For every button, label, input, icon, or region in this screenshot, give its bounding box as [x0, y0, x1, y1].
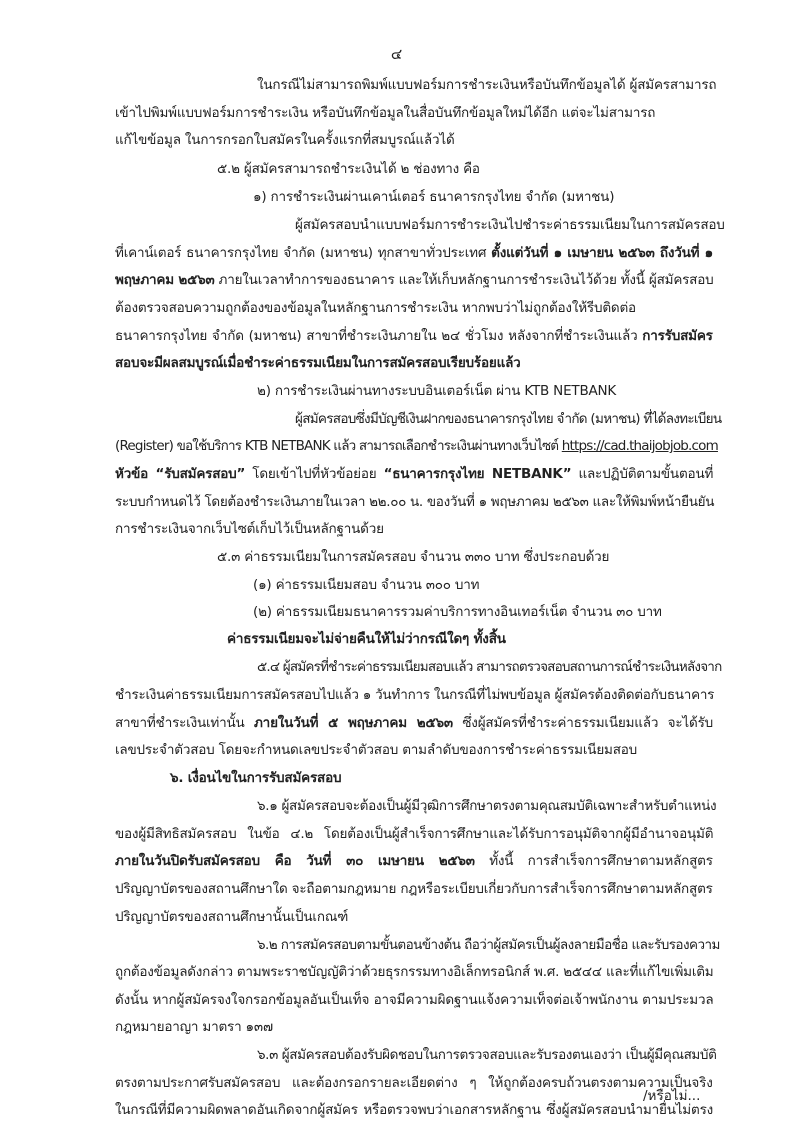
text-line	[115, 907, 348, 927]
text-segment: ตั้งแต่วันที่ ๑ เมษายน ๒๕๖๓ ถึงวันที่ ๑	[491, 245, 714, 261]
text-segment: ๖.๑ ผู้สมัครสอบจะต้องเป็นผู้มีวุฒิการศึกษาตรงตามคุณสมบัติเฉพาะสำหรับตำแหน่ง	[257, 798, 717, 814]
text-segment: ระบบกำหนดไว้ โดยต้องชำระเงินภายในเวลา ๒๒.๐๐ น. ของวันที่ ๑ พฤษภาคม ๒๕๖๓ และให้พิมพ์หน้ายืนยัน	[115, 494, 715, 510]
text-line	[227, 629, 506, 649]
text-line	[115, 990, 713, 1010]
text-line	[115, 243, 713, 263]
text-line	[115, 353, 521, 373]
text-line	[115, 685, 714, 705]
text-line	[257, 935, 720, 955]
text-line	[253, 187, 614, 207]
text-segment: ถูกต้องข้อมูลดังกล่าว ตามพระราชบัญญัติว่าด้วยธุรกรรมทางอิเล็กทรอนิกส์ พ.ศ. ๒๕๔๔ และที่แก้ไขเพิ่มเติม	[115, 964, 714, 980]
text-line	[257, 381, 616, 401]
text-segment: ในกรณีไม่สามารถพิมพ์แบบฟอร์มการชำระเงินหรือบันทึกข้อมูลได้ ผู้สมัครสามารถ	[257, 77, 717, 93]
text-line	[217, 159, 480, 179]
text-segment: แก้ไขข้อมูล ในการกรอกใบสมัครในครั้งแรกที่สมบูรณ์แล้วได้	[115, 132, 455, 148]
text-line	[115, 879, 713, 899]
text-segment: สอบจะมีผลสมบูรณ์เมื่อชำระค่าธรรมเนียมในการสมัครสอบเรียบร้อยแล้ว	[115, 355, 521, 371]
text-line	[115, 436, 718, 456]
text-line	[115, 1100, 713, 1120]
text-line	[115, 464, 713, 484]
text-segment: ตรงตามประกาศรับสมัครสอบ และต้องกรอกรายละเอียดต่าง ๆ ให้ถูกต้องครบถ้วนตรงตามความเป็นจริง	[115, 1075, 713, 1091]
page-number: ๔	[390, 45, 403, 63]
text-segment: ทั้งนี้ การสำเร็จการศึกษาตามหลักสูตร	[474, 853, 713, 869]
continuation-marker: /หรือไม่...	[643, 1088, 701, 1104]
text-segment: ปริญญาบัตรของสถานศึกษานั้นเป็นเกณฑ์	[115, 909, 349, 925]
text-segment: ผู้สมัครสอบนำแบบฟอร์มการชำระเงินไปชำระค่าธรรมเนียมในการสมัครสอบ	[295, 217, 725, 233]
text-segment: ธนาคารกรุงไทย จำกัด (มหาชน) สาขาที่ชำระเงินภายใน ๒๔ ชั่วโมง หลังจากที่ชำระเงินแล้ว	[115, 328, 643, 344]
text-line	[115, 130, 455, 150]
text-segment: สาขาที่ชำระเงินเท่านั้น	[115, 715, 254, 731]
text-segment: เลขประจำตัวสอบ โดยจะกำหนดเลขประจำตัวสอบ ตามลำดับของการชำระค่าธรรมเนียมสอบ	[115, 742, 638, 758]
text-segment: (Register) ขอใช้บริการ KTB NETBANK แล้ว สามารถเลือกชำระเงินผ่านทางเว็บไซต์	[115, 438, 562, 454]
text-line	[115, 740, 637, 760]
text-segment: การรับสมัคร	[642, 328, 713, 344]
text-line	[115, 103, 655, 123]
text-line	[115, 298, 636, 318]
text-line	[115, 1017, 273, 1037]
text-segment: พฤษภาคม ๒๕๖๓	[115, 272, 215, 288]
text-line	[253, 602, 662, 622]
text-segment: ค่าธรรมเนียมจะไม่จ่ายคืนให้ไม่ว่ากรณีใดๆ ทั้งสิ้น	[227, 631, 506, 647]
text-segment: และปฏิบัติตามขั้นตอนที่	[571, 466, 714, 482]
text-segment: โดยเข้าไปที่หัวข้อย่อย	[245, 466, 384, 482]
text-line	[115, 519, 384, 539]
text-segment: ๖.๓ ผู้สมัครสอบต้องรับผิดชอบในการตรวจสอบและรับรองตนเองว่า เป็นผู้มีคุณสมบัติ	[257, 1047, 717, 1063]
text-segment: ผู้สมัครสอบซึ่งมีบัญชีเงินฝากของธนาคารกรุงไทย จำกัด (มหาชน) ที่ได้ลงทะเบียน	[295, 411, 722, 427]
text-line	[115, 326, 713, 346]
text-line	[257, 796, 716, 816]
text-segment: เข้าไปพิมพ์แบบฟอร์มการชำระเงิน หรือบันทึกข้อมูลในสื่อบันทึกข้อมูลใหม่ได้อีก แต่จะไม่สามารถ	[115, 105, 656, 121]
text-segment: ดังนั้น หากผู้สมัครจงใจกรอกข้อมูลอันเป็นเท็จ อาจมีความผิดฐานแจ้งความเท็จต่อเจ้าพนักงาน ตามประมวล	[115, 992, 714, 1008]
text-line	[115, 1073, 713, 1093]
text-line	[115, 713, 713, 733]
text-segment: ๖. เงื่อนไขในการรับสมัครสอบ	[170, 770, 342, 786]
text-line	[295, 409, 721, 429]
text-line	[257, 657, 721, 677]
text-segment: ๒) การชำระเงินผ่านทางระบบอินเตอร์เน็ต ผ่าน KTB NETBANK	[257, 383, 617, 399]
text-line	[115, 851, 713, 871]
text-line	[217, 547, 609, 567]
text-line	[115, 824, 713, 844]
text-segment: ภายในวันปิดรับสมัครสอบ คือ วันที่ ๓๐ เมษายน ๒๕๖๓	[115, 853, 475, 869]
text-line	[115, 270, 713, 290]
text-segment: ปริญญาบัตรของสถานศึกษาใด จะถือตามกฎหมาย กฎหรือระเบียบเกี่ยวกับการสำเร็จการศึกษาตามหลักสูตร	[115, 881, 713, 897]
text-segment: ๖.๒ การสมัครสอบตามขั้นตอนข้างต้น ถือว่าผู้สมัครเป็นผู้ลงลายมือชื่อ และรับรองความ	[257, 937, 720, 953]
text-segment: ซึ่งผู้สมัครที่ชำระค่าธรรมเนียมแล้ว จะได้รับ	[452, 715, 713, 731]
text-segment: ภายในวันที่ ๕ พฤษภาคม ๒๕๖๓	[253, 715, 453, 731]
text-segment: กฎหมายอาญา มาตรา ๑๓๗	[115, 1019, 273, 1035]
text-line	[257, 1045, 716, 1065]
text-segment: (๒) ค่าธรรมเนียมธนาคารรวมค่าบริการทางอินเทอร์เน็ต จำนวน ๓๐ บาท	[253, 604, 662, 620]
text-line	[295, 215, 725, 235]
text-line	[115, 962, 713, 982]
text-segment: “ธนาคารกรุงไทย NETBANK”	[383, 466, 572, 482]
text-segment: (๑) ค่าธรรมเนียมสอบ จำนวน ๓๐๐ บาท	[253, 577, 480, 593]
text-segment: หัวข้อ “รับสมัครสอบ”	[115, 466, 246, 482]
text-line	[253, 575, 479, 595]
url-link[interactable]: https://cad.thaijobjob.com	[561, 438, 718, 454]
text-segment: ชำระเงินค่าธรรมเนียมการสมัครสอบไปแล้ว ๑ วันทำการ ในกรณีที่ไม่พบข้อมูล ผู้สมัครต้องติดต่อกับธนาคาร	[115, 687, 715, 703]
text-segment: ๕.๒ ผู้สมัครสามารถชำระเงินได้ ๒ ช่องทาง คือ	[217, 161, 480, 177]
text-segment: ที่เคาน์เตอร์ ธนาคารกรุงไทย จำกัด (มหาชน) ทุกสาขาทั่วประเทศ	[115, 245, 492, 261]
text-segment: ๑) การชำระเงินผ่านเคาน์เตอร์ ธนาคารกรุงไทย จำกัด (มหาชน)	[253, 189, 615, 205]
text-segment: ของผู้มีสิทธิสมัครสอบ ในข้อ ๔.๒ โดยต้องเป็นผู้สำเร็จการศึกษาและได้รับการอนุมัติจากผู้มีอำนาจอนุมัติ	[115, 826, 714, 842]
text-segment: ๕.๔ ผู้สมัครที่ชำระค่าธรรมเนียมสอบแล้ว สามารถตรวจสอบสถานการณ์ชำระเงินหลังจาก	[257, 659, 722, 675]
text-segment: ต้องตรวจสอบความถูกต้องของข้อมูลในหลักฐานการชำระเงิน หากพบว่าไม่ถูกต้องให้รีบติดต่อ	[115, 300, 636, 316]
text-line	[115, 492, 714, 512]
text-segment: การชำระเงินจากเว็บไซต์เก็บไว้เป็นหลักฐานด้วย	[115, 521, 384, 537]
text-line	[257, 75, 716, 95]
text-segment: ๕.๓ ค่าธรรมเนียมในการสมัครสอบ จำนวน ๓๓๐ บาท ซึ่งประกอบด้วย	[217, 549, 610, 565]
text-line	[170, 768, 341, 788]
text-segment: ในกรณีที่มีความผิดพลาดอันเกิดจากผู้สมัคร หรือตรวจพบว่าเอกสารหลักฐาน ซึ่งผู้สมัครสอบนำมายื่นไม่ตรง	[115, 1102, 714, 1118]
text-segment: ภายในเวลาทำการของธนาคาร และให้เก็บหลักฐานการชำระเงินไว้ด้วย ทั้งนี้ ผู้สมัครสอบ	[214, 272, 714, 288]
